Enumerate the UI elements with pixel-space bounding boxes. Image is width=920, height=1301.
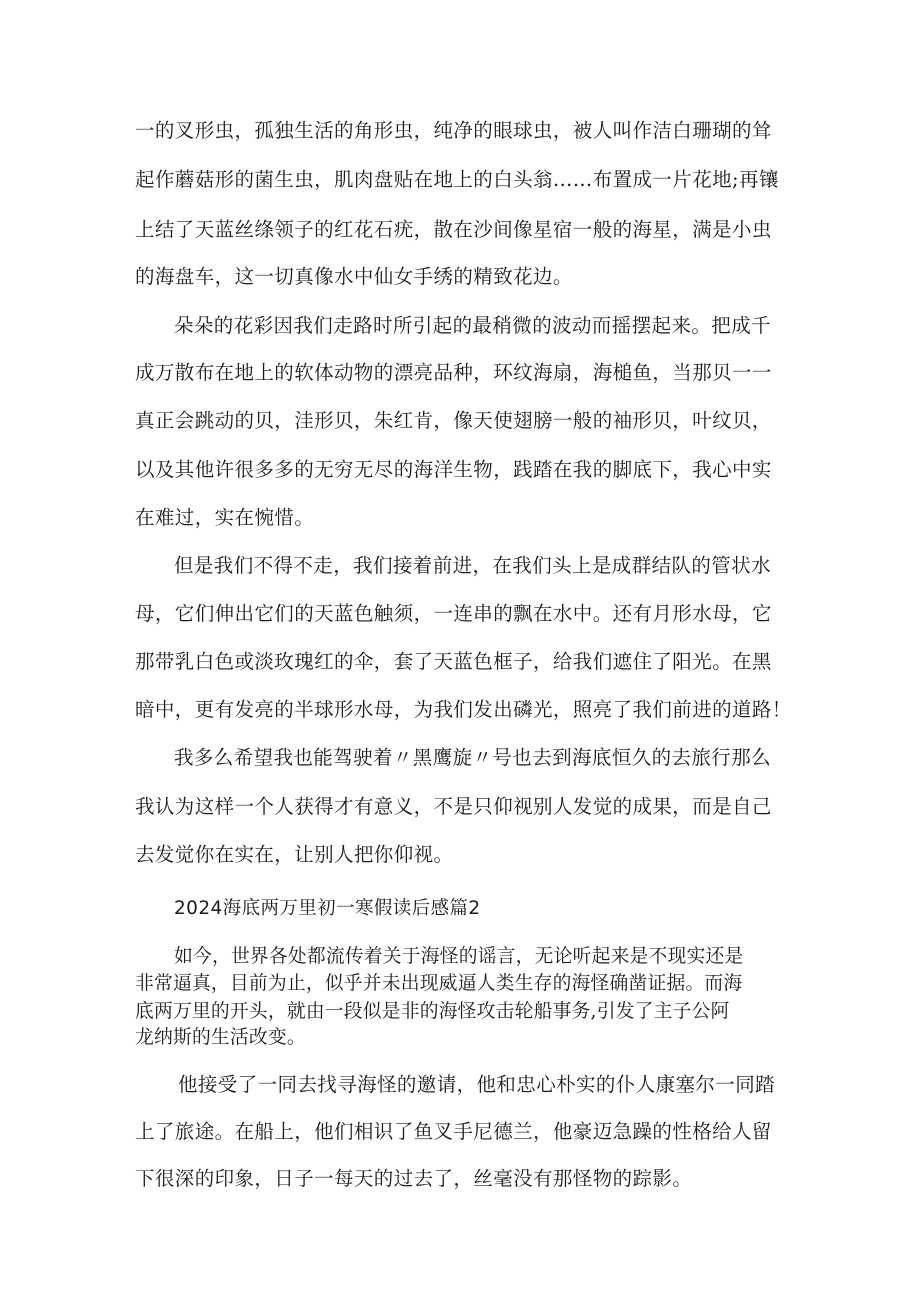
paragraph-6-line-2: 上了旅途。在船上，他们相识了鱼叉手尼德兰，他豪迈急躁的性格给人留 [135,1120,772,1143]
paragraph-3-line-4: 暗中，更有发亮的半球形水母，为我们发出磷光，照亮了我们前进的道路！ [135,698,792,721]
paragraph-2-line-1: 朵朵的花彩因我们走路时所引起的最稍微的波动而摇摆起来。把成千 [174,314,772,337]
section-heading: 2024海底两万里初一寒假读后感篇2 [174,898,481,919]
paragraph-5-line-2: 非常逼真，目前为止，似乎并未出现威逼人类生存的海怪确凿证据。而海 [135,973,743,994]
paragraph-6-line-3: 下很深的印象，日子一每天的过去了，丝毫没有那怪物的踪影。 [135,1167,693,1190]
paragraph-2-line-4: 以及其他许很多多的无穷无尽的海洋生物，践踏在我的脚底下，我心中实 [135,458,772,481]
paragraph-5-line-4: 龙纳斯的生活改变。 [135,1027,306,1048]
paragraph-5-line-3: 底两万里的开头，就由一段似是非的海怪攻击轮船事务,引发了主子公阿 [135,1001,730,1022]
paragraph-3-line-3: 那带乳白色或淡玫瑰红的伞，套了天蓝色框子，给我们遮住了阳光。在黑 [135,650,772,673]
paragraph-4-line-1: 我多么希望我也能驾驶着〃黑鹰旋〃号也去到海底恒久的去旅行那么 [174,746,772,769]
paragraph-1-line-1: 一的叉形虫，孤独生活的角形虫，纯净的眼球虫，被人叫作洁白珊瑚的耸 [135,119,772,142]
paragraph-1-line-4: 的海盘车，这一切真像水中仙女手绣的精致花边。 [135,265,573,288]
paragraph-4-line-3: 去发觉你在实在，让别人把你仰视。 [135,843,454,866]
paragraph-1-line-3: 上结了天蓝丝绦领子的红花石疣，散在沙间像星宿一般的海星，满是小虫 [135,218,772,241]
paragraph-4-line-2: 我认为这样一个人获得才有意义，不是只仰视别人发觉的成果，而是自己 [135,795,772,818]
paragraph-3-line-2: 母，它们伸出它们的天蓝色触须，一连串的飘在水中。还有月形水母，它 [135,602,772,625]
paragraph-2-line-3: 真正会跳动的贝，洼形贝，朱红肯，像天使翅膀一般的袖形贝，叶纹贝， [135,409,772,432]
paragraph-5-line-1: 如今，世界各处都流传着关于海怪的谣言，无论听起来是不现实还是 [174,946,744,967]
paragraph-6-line-1: 他接受了一同去找寻海怪的邀请，他和忠心朴实的仆人康塞尔一同踏 [178,1073,776,1096]
paragraph-2-line-5: 在难过，实在惋惜。 [135,506,315,529]
paragraph-3-line-1: 但是我们不得不走，我们接着前进，在我们头上是成群结队的管状水 [174,554,772,577]
paragraph-2-line-2: 成万散布在地上的软体动物的漂亮品种，环纹海扇，海槌鱼，当那贝一一 [135,361,772,384]
paragraph-1-line-2: 起作蘑菇形的菌生虫，肌肉盘贴在地上的白头翁……布置成一片花地;再镶 [135,168,779,191]
